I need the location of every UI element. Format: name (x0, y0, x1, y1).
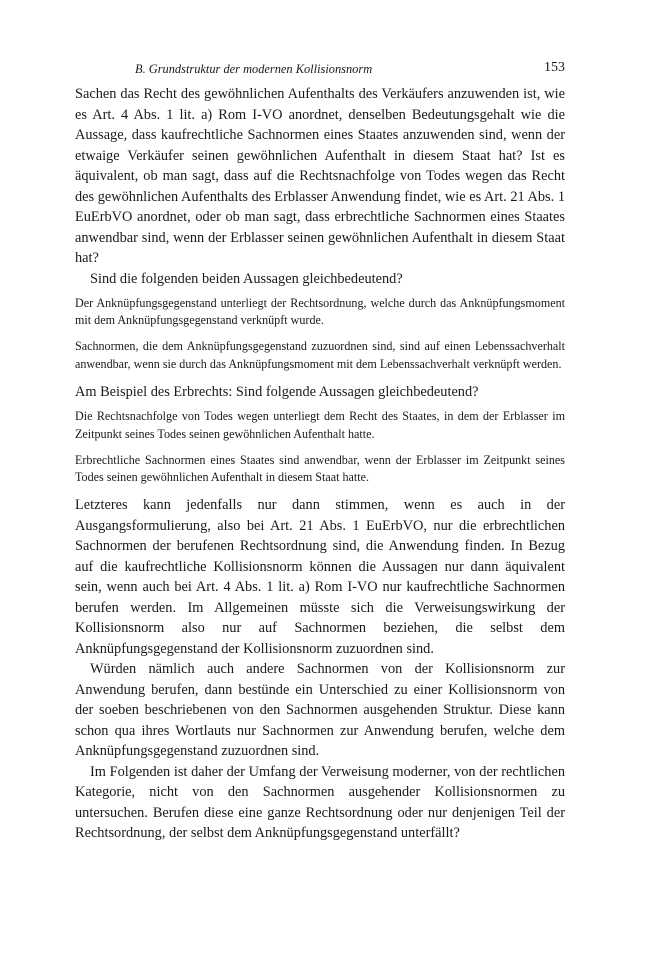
paragraph-3: Würden nämlich auch andere Sachnormen von der Kollisionsnorm zur Anwendung berufen, dann bestünde ein Unterschied zu einer Kollisionsnorm von der soeben beschriebenen von den Sachnormen ausgehenden Struktur. Diese kann schon qua ihres Wortlauts nur Sachnormen zur Anwendung berufen, welche dem Anknüpfungsgegenstand zuzuordnen sind. (75, 661, 565, 760)
page-number: 153 (544, 60, 565, 75)
quote-4: Erbrechtliche Sachnormen eines Staates sind anwendbar, wenn der Erblasser im Zeitpunkt seines Todes seinen gewöhnlichen Aufenthalt in diesem Staat hatte. (75, 452, 565, 484)
paragraph-1: Sachen das Recht des gewöhnlichen Aufenthalts des Verkäufers anzuwenden ist, wie es Art. 4 Abs. 1 lit. a) Rom I-VO anordnet, denselben Bedeutungsgehalt wie die Aussage, dass kaufrechtliche Sachnormen eines Staates anzuwenden sind, wenn der etwaige Verkäufer seinen gewöhnlichen Aufenthalt in diesem Staat hat? Ist es äquivalent, ob man sagt, dass auf die Rechtsnachfolge von Todes wegen das Recht des gewöhnlichen Aufenthalts des Erblasser Anwendung findet, wie es Art. 21 Abs. 1 EuErbVO anordnet, oder ob man sagt, dass erbrechtliche Sachnormen eines Staates anwendbar sind, wenn der Erblasser seinen gewöhnlichen Aufenthalt in diesem Staat hat? (75, 86, 565, 266)
book-page (75, 60, 565, 844)
quote-3: Die Rechtsnachfolge von Todes wegen unterliegt dem Recht des Staates, in dem der Erblasser im Zeitpunkt seines Todes seinen gewöhnlichen Aufenthalt hatte. (75, 409, 565, 441)
question-1: Sind die folgenden beiden Aussagen gleichbedeutend? (90, 270, 403, 287)
paragraph-4: Im Folgenden ist daher der Umfang der Verweisung moderner, von der rechtlichen Kategorie, nicht von den Sachnormen ausgehender Kollisionsnormen zu untersuchen. Berufen diese eine ganze Rechtsordnung oder nur denjenigen Teil der Rechtsordnung, der selbst dem Anknüpfungsgegenstand unterfällt? (75, 763, 565, 842)
question-2: Am Beispiel des Erbrechts: Sind folgende Aussagen gleichbedeutend? (75, 383, 479, 400)
running-title: B. Grundstruktur der modernen Kollisionsnorm (135, 62, 373, 76)
quote-2: Sachnormen, die dem Anknüpfungsgegenstand zuzuordnen sind, sind auf einen Lebenssachverhalt anwendbar, wenn sie durch das Anknüpfungsmoment mit dem Lebenssachverhalt verknüpft werden. (75, 339, 565, 371)
paragraph-2: Letzteres kann jedenfalls nur dann stimmen, wenn es auch in der Ausgangsformulierung, also bei Art. 21 Abs. 1 EuErbVO, nur die erbrechtlichen Sachnormen der berufenen Rechtsordnung sind, die Anwendung finden. In Bezug auf die kaufrechtliche Kollisionsnorm können die Aussagen nur dann äquivalent sein, wenn auch bei Art. 4 Abs. 1 lit. a) Rom I-VO nur kaufrechtliche Sachnormen berufen werden. Im Allgemeinen müsste sich die Verweisungswirkung der Kollisionsnorm also nur auf Sachnormen beziehen, die selbst dem Anknüpfungsgegenstand der Kollisionsnorm zuzuordnen sind. (75, 497, 565, 657)
quote-1: Der Anknüpfungsgegenstand unterliegt der Rechtsordnung, welche durch das Anknüpfungsmoment mit dem Anknüpfungsgegenstand verknüpft wurde. (75, 296, 565, 328)
running-header (75, 60, 565, 84)
